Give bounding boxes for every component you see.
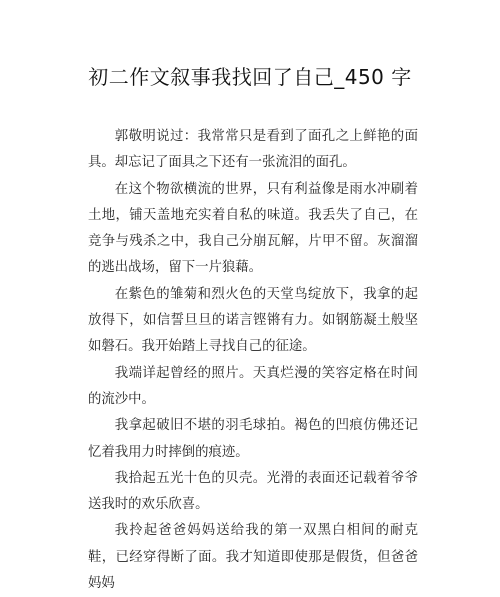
paragraph: 我拾起五光十色的贝壳。光滑的表面还记载着爷爷送我时的欢乐欣喜。	[88, 470, 418, 513]
document-body	[88, 124, 418, 597]
document-title: 初二作文叙事我找回了自己_450 字	[88, 65, 412, 89]
paragraph: 在紫色的雏菊和烈火色的天堂鸟绽放下，我拿的起放得下，如信誓旦旦的诺言铿锵有力。如钢筋凝土般坚如磐石。我开始踏上寻找自己的征途。	[88, 286, 418, 355]
paragraph: 我拎起爸爸妈妈送给我的第一双黑白相间的耐克鞋，已经穿得断了面。我才知道即使那是假货，但爸爸妈妈	[88, 523, 418, 592]
paragraph: 我拿起破旧不堪的羽毛球拍。褐色的凹痕仿佛还记忆着我用力时摔倒的痕迹。	[88, 418, 418, 460]
paragraph: 我端详起曾经的照片。天真烂漫的笑容定格在时间的流沙中。	[88, 365, 418, 407]
paragraph: 郭敬明说过：我常常只是看到了面孔之上鲜艳的面具。却忘记了面具之下还有一张流泪的面孔。	[88, 129, 418, 171]
paragraph: 在这个物欲横流的世界，只有利益像是雨水冲刷着土地，铺天盖地充实着自私的味道。我丢失了自己，在竞争与残杀之中，我自己分崩瓦解，片甲不留。灰溜溜的逃出战场，留下一片狼藉。	[88, 181, 418, 276]
